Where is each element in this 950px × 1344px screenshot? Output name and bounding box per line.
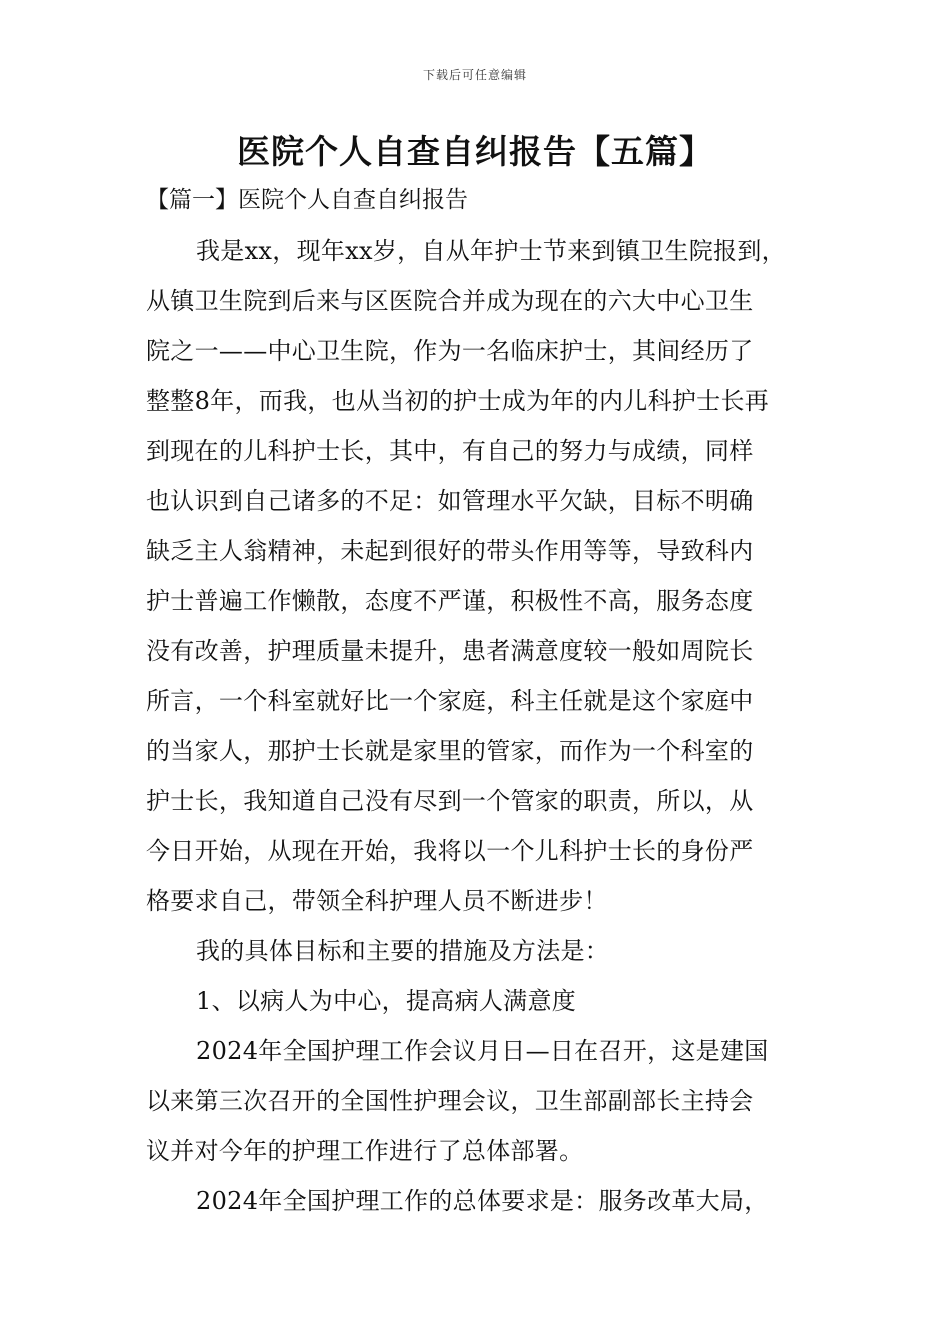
paragraph-line: 以来第三次召开的全国性护理会议，卫生部副部长主持会 — [146, 1087, 754, 1115]
paragraph-line: 2024年全国护理工作的总体要求是：服务改革大局， — [196, 1187, 769, 1215]
paragraph-line: 我的具体目标和主要的措施及方法是： — [196, 937, 610, 965]
paragraph-line: 缺乏主人翁精神，未起到很好的带头作用等等，导致科内 — [146, 537, 754, 565]
list-item-heading: 1、以病人为中心，提高病人满意度 — [196, 987, 577, 1015]
paragraph-line: 从镇卫生院到后来与区医院合并成为现在的六大中心卫生 — [146, 287, 754, 315]
paragraph-line: 我是xx，现年xx岁，自从年护士节来到镇卫生院报到， — [196, 237, 786, 265]
paragraph-line: 没有改善，护理质量未提升，患者满意度较一般如周院长 — [146, 637, 754, 665]
header-note: 下载后可任意编辑 — [422, 68, 527, 82]
document-title: 医院个人自查自纠报告【五篇】 — [237, 132, 713, 171]
section-heading: 【篇一】医院个人自查自纠报告 — [146, 187, 468, 213]
paragraph-line: 院之一——中心卫生院，作为一名临床护士，其间经历了 — [146, 337, 754, 365]
paragraph-line: 护士长，我知道自己没有尽到一个管家的职责，所以，从 — [146, 787, 754, 815]
paragraph-line: 的当家人，那护士长就是家里的管家，而作为一个科室的 — [146, 737, 754, 765]
body-text — [146, 226, 818, 1226]
paragraph-line: 格要求自己，带领全科护理人员不断进步！ — [146, 887, 608, 915]
paragraph-line: 也认识到自己诸多的不足：如管理水平欠缺，目标不明确 — [146, 487, 754, 515]
paragraph-line: 议并对今年的护理工作进行了总体部署。 — [146, 1137, 584, 1165]
paragraph-line: 护士普遍工作懒散，态度不严谨，积极性不高，服务态度 — [146, 587, 754, 615]
paragraph-line: 所言，一个科室就好比一个家庭，科主任就是这个家庭中 — [146, 687, 754, 715]
paragraph-line: 整整8年，而我，也从当初的护士成为年的内儿科护士长再 — [146, 387, 770, 415]
paragraph-line: 到现在的儿科护士长，其中，有自己的努力与成绩，同样 — [146, 437, 754, 465]
paragraph-line: 2024年全国护理工作会议月日—日在召开，这是建国 — [196, 1037, 769, 1065]
paragraph-line: 今日开始，从现在开始，我将以一个儿科护士长的身份严 — [146, 837, 754, 865]
